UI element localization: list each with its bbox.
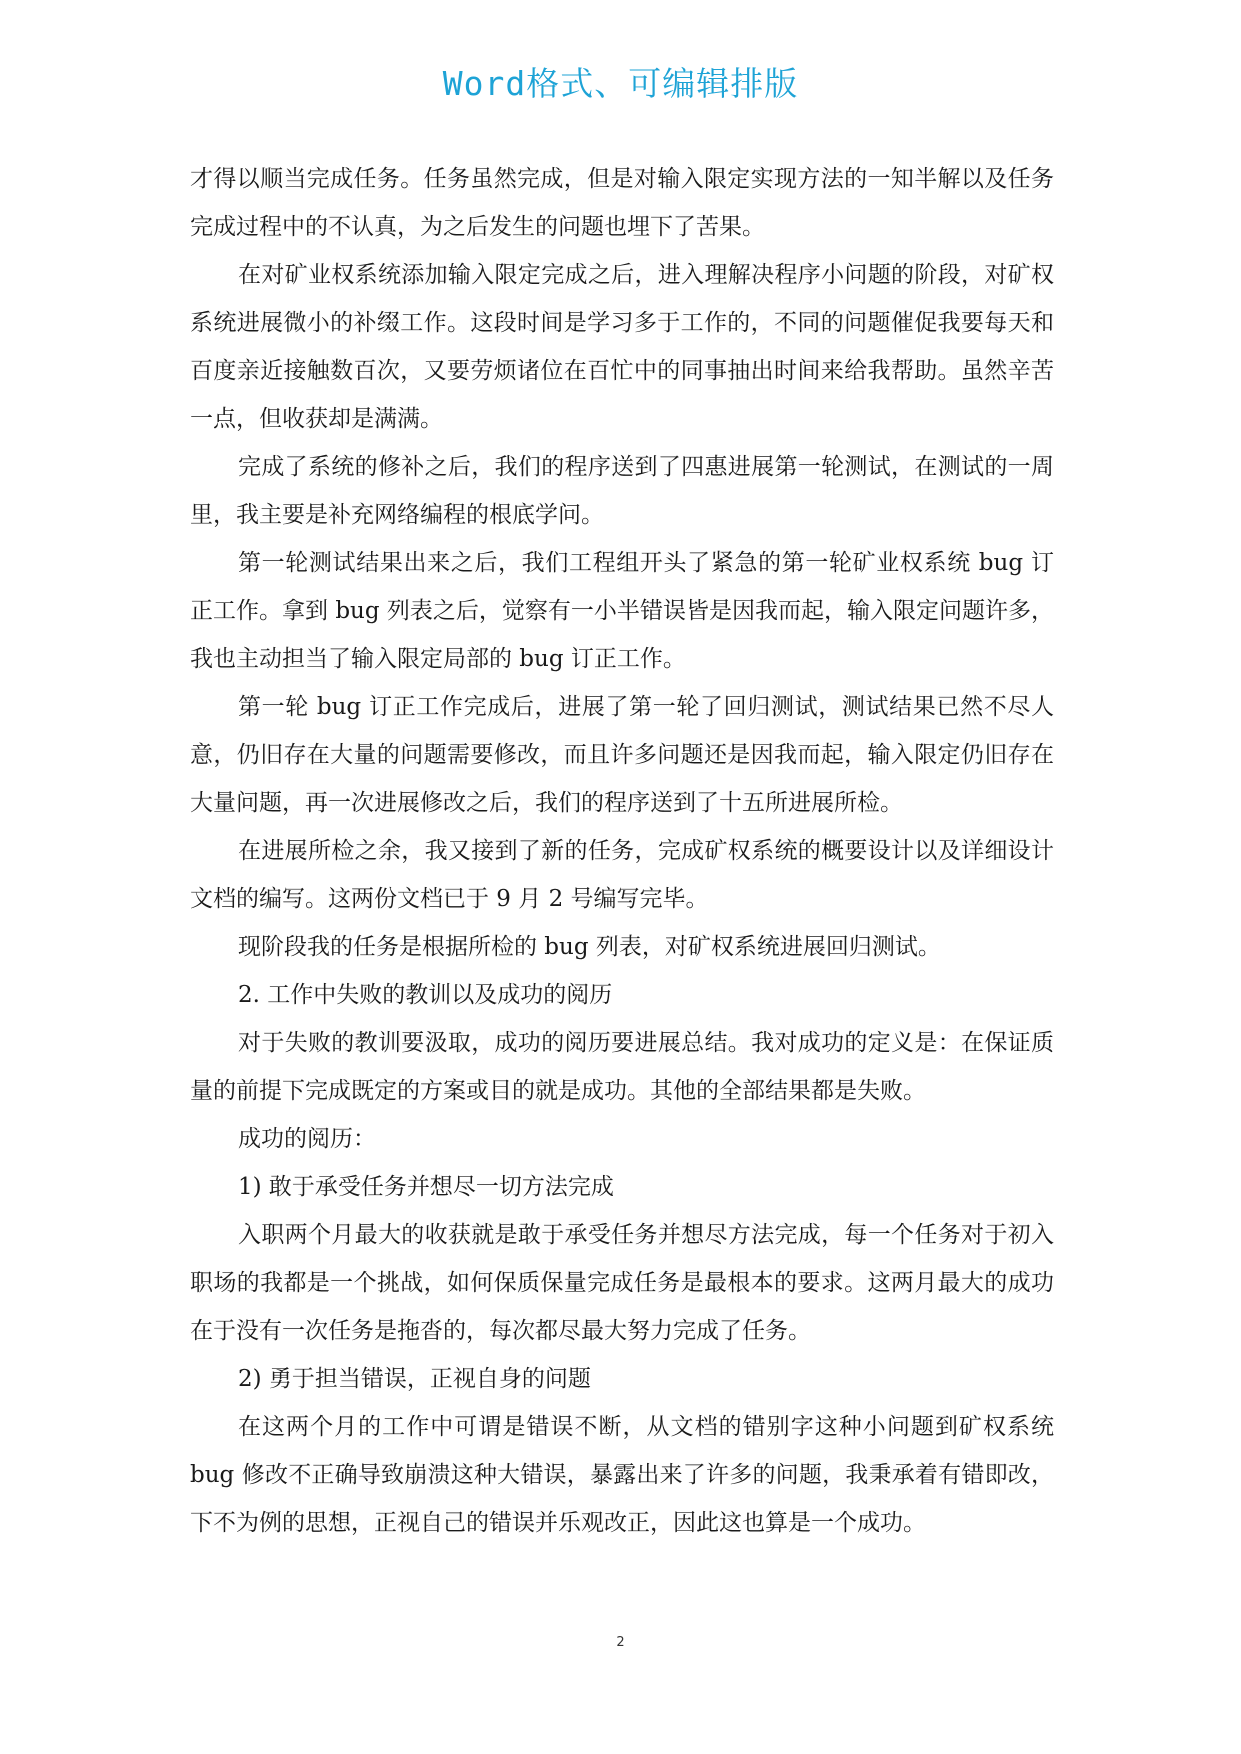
list-heading: 1) 敢于承受任务并想尽一切方法完成 (238, 1174, 614, 1200)
list-heading: 2) 勇于担当错误，正视自身的问题 (238, 1366, 591, 1392)
paragraph: 才得以顺当完成任务。任务虽然完成，但是对输入限定实现方法的一知半解以及任务完成过程中的不认真，为之后发生的问题也埋下了苦果。 (190, 166, 1054, 240)
section-heading: 2. 工作中失败的教训以及成功的阅历 (238, 982, 613, 1008)
paragraph: 第一轮 bug 订正工作完成后，进展了第一轮了回归测试，测试结果已然不尽人意，仍旧存在大量的问题需要修改，而且许多问题还是因我而起，输入限定仍旧存在大量问题，再一次进展修改之后，我们的程序送到了十五所进展所检。 (190, 694, 1054, 816)
paragraph: 现阶段我的任务是根据所检的 bug 列表，对矿权系统进展回归测试。 (238, 934, 941, 960)
paragraph: 在对矿业权系统添加输入限定完成之后，进入理解决程序小问题的阶段，对矿权系统进展微小的补缀工作。这段时间是学习多于工作的，不同的问题催促我要每天和百度亲近接触数百次，又要劳烦诸位在百忙中的同事抽出时间来给我帮助。虽然辛苦一点，但收获却是满满。 (190, 262, 1054, 432)
paragraph: 入职两个月最大的收获就是敢于承受任务并想尽方法完成，每一个任务对于初入职场的我都是一个挑战，如何保质保量完成任务是最根本的要求。这两月最大的成功在于没有一次任务是拖沓的，每次都尽最大努力完成了任务。 (190, 1222, 1054, 1344)
page-header-title: Word格式、可编辑排版 (442, 64, 799, 103)
page-number: 2 (616, 1635, 625, 1650)
document-body (190, 155, 1054, 1547)
paragraph: 在这两个月的工作中可谓是错误不断，从文档的错别字这种小问题到矿权系统 bug 修改不正确导致崩溃这种大错误，暴露出来了许多的问题，我秉承着有错即改，下不为例的思想，正视自己的错误并乐观改正，因此这也算是一个成功。 (190, 1414, 1054, 1536)
paragraph: 在进展所检之余，我又接到了新的任务，完成矿权系统的概要设计以及详细设计文档的编写。这两份文档已于 9 月 2 号编写完毕。 (190, 838, 1054, 912)
subheading: 成功的阅历： (238, 1126, 376, 1152)
paragraph: 第一轮测试结果出来之后，我们工程组开头了紧急的第一轮矿业权系统 bug 订正工作。拿到 bug 列表之后，觉察有一小半错误皆是因我而起，输入限定问题许多，我也主动担当了输入限定局部的 bug 订正工作。 (190, 550, 1054, 672)
paragraph: 对于失败的教训要汲取，成功的阅历要进展总结。我对成功的定义是：在保证质量的前提下完成既定的方案或目的就是成功。其他的全部结果都是失败。 (190, 1030, 1054, 1104)
paragraph: 完成了系统的修补之后，我们的程序送到了四惠进展第一轮测试，在测试的一周里，我主要是补充网络编程的根底学问。 (190, 454, 1054, 528)
